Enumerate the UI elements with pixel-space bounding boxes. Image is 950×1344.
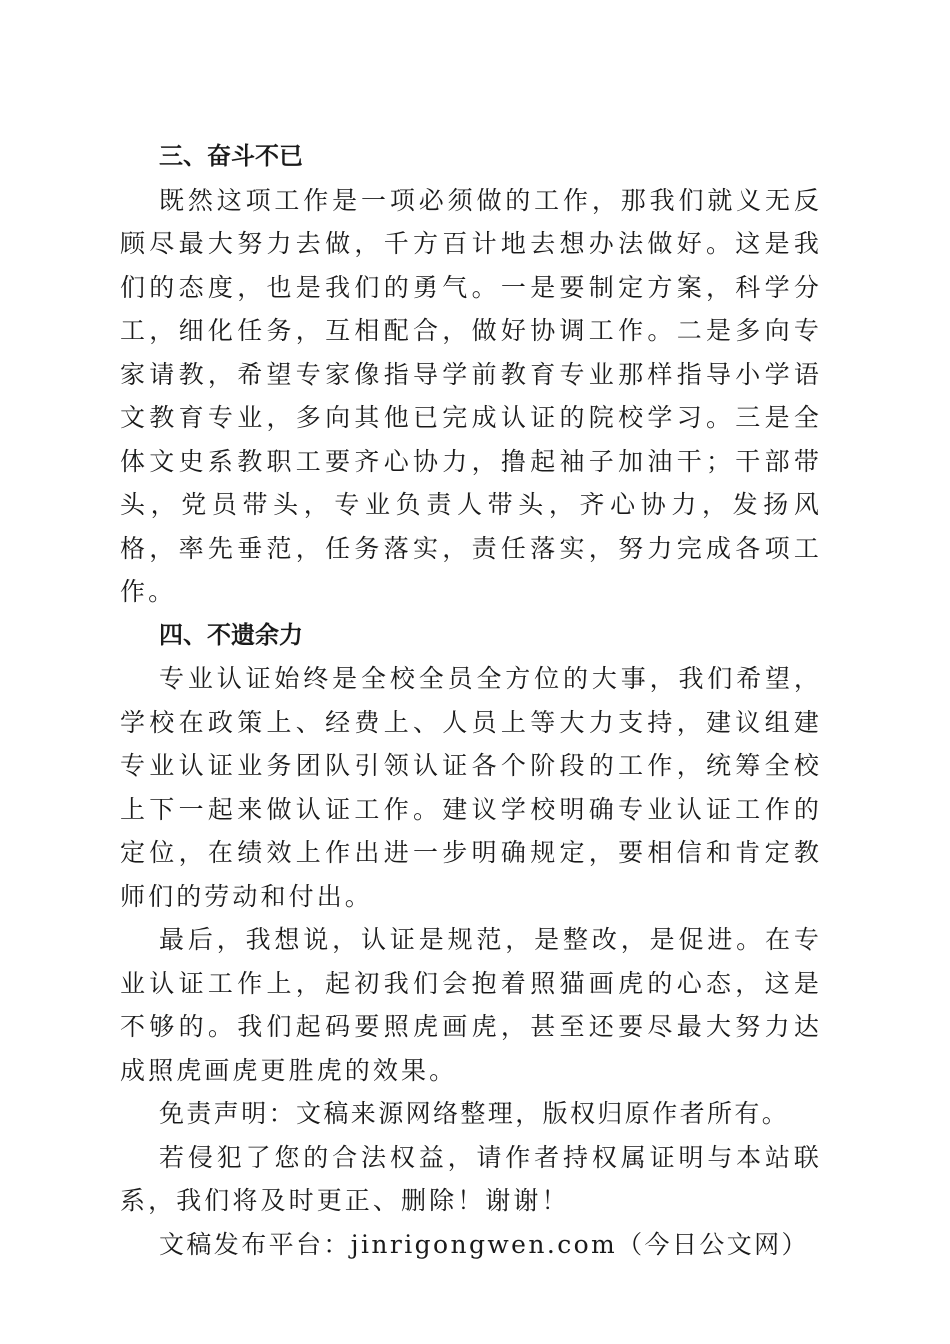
disclaimer-line-3: 文稿发布平台：jinrigongwen.com（今日公文网） [159,1229,809,1259]
paragraph-section-4: 专业认证始终是全校全员全方位的大事，我们希望，学校在政策上、经费上、人员上等大力支持，建议组建专业认证业务团队引领认证各个阶段的工作，统筹全校上下一起来做认证工作。建议学校明确专业认证工作的定位，在绩效上作出进一步明确规定，要相信和肯定教师们的劳动和付出。 [120,664,822,911]
section-heading-4: 四、不遗余力 [159,620,303,649]
disclaimer-line-2: 若侵犯了您的合法权益，请作者持权属证明与本站联系，我们将及时更正、删除！谢谢！ [120,1142,822,1215]
document-page [120,135,822,1266]
paragraph-section-3: 既然这项工作是一项必须做的工作，那我们就义无反顾尽最大努力去做，千方百计地去想办法做好。这是我们的态度，也是我们的勇气。一是要制定方案，科学分工，细化任务，互相配合，做好协调工作。二是多向专家请教，希望专家像指导学前教育专业那样指导小学语文教育专业，多向其他已完成认证的院校学习。三是全体文史系教职工要齐心协力，撸起袖子加油干；干部带头，党员带头，专业负责人带头，齐心协力，发扬风格，率先垂范，任务落实，责任落实，努力完成各项工作。 [120,185,822,606]
section-heading-3: 三、奋斗不已 [159,142,303,170]
disclaimer-line-1: 免责声明：文稿来源网络整理，版权归原作者所有。 [159,1099,790,1128]
paragraph-conclusion: 最后，我想说，认证是规范，是整改，是促进。在专业认证工作上，起初我们会抱着照猫画虎的心态，这是不够的。我们起码要照虎画虎，甚至还要尽最大努力达成照虎画虎更胜虎的效果。 [120,925,822,1085]
